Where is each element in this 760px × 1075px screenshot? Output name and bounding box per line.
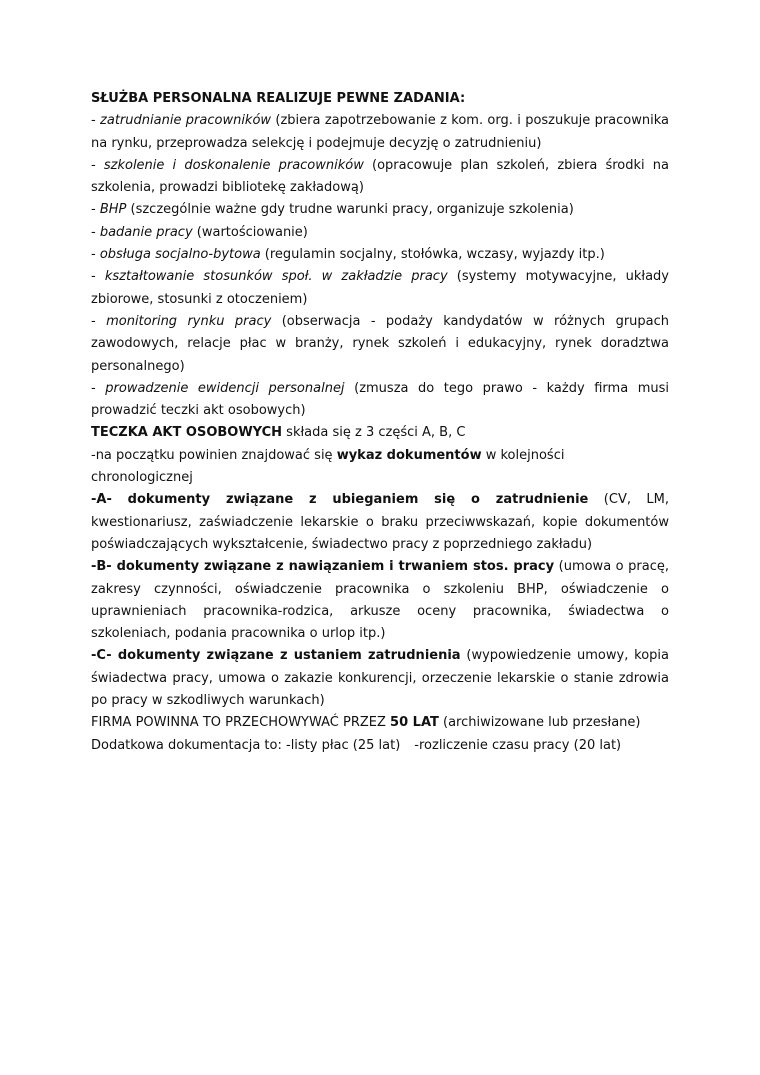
task-item — [91, 222, 669, 244]
task-description: (systemy motywacyjne, układy zbiorowe, stosunki z otoczeniem) — [91, 269, 669, 307]
part-b — [91, 556, 669, 645]
task-prefix: - — [91, 269, 105, 285]
task-item — [91, 244, 669, 266]
task-description: (opracowuje plan szkoleń, zbiera środki na szkolenia, prowadzi bibliotekę zakładową) — [91, 157, 670, 196]
extra-docs-item-worktime: -rozliczenie czasu pracy (20 lat) — [414, 737, 622, 753]
task-item — [91, 110, 669, 155]
retention-line — [91, 712, 669, 734]
wykaz-bold: wykaz dokumentów — [336, 447, 482, 463]
extra-docs-label: Dodatkowa dokumentacja to: — [91, 737, 286, 753]
task-title: szkolenie i doskonalenie pracowników — [103, 157, 364, 173]
part-c — [91, 645, 669, 712]
retention-text-before: FIRMA POWINNA TO PRZECHOWYWAĆ PRZEZ — [91, 715, 391, 731]
task-item — [91, 155, 669, 200]
wykaz-text-before: -na początku powinien znajdować się — [91, 447, 337, 463]
retention-text-after: (archiwizowane lub przesłane) — [438, 715, 641, 731]
task-title: kształtowanie stosunków społ. w zakładzie pracy — [104, 269, 448, 285]
task-description: (regulamin socjalny, stołówka, wczasy, wyjazdy itp.) — [260, 247, 605, 263]
task-title: monitoring rynku pracy — [106, 313, 272, 329]
extra-docs-line — [91, 735, 669, 757]
task-title: obsługa socjalno-bytowa — [99, 247, 261, 263]
task-prefix: - — [91, 380, 106, 396]
task-title: badanie pracy — [99, 224, 193, 240]
task-prefix: - — [91, 224, 100, 240]
task-title: prowadzenie ewidencji personalnej — [105, 380, 345, 396]
task-item — [91, 266, 669, 311]
task-item — [91, 311, 669, 378]
part-b-text: (umowa o pracę, zakresy czynności, oświadczenie pracownika o szkoleniu BHP, oświadczenie o uprawnieniach pracownika-rodzica, arkusze oceny pracownika, świadectwa o szkoleniach, podania pracownika o urlop itp.) — [91, 559, 669, 642]
part-c-heading: -C- dokumenty związane z ustaniem zatrudnienia — [91, 648, 461, 664]
teczka-heading: TECZKA AKT OSOBOWYCH — [91, 425, 283, 441]
teczka-text: składa się z 3 części A, B, C — [282, 425, 466, 441]
task-prefix: - — [91, 202, 100, 218]
task-description: (obserwacja - podaży kandydatów w różnych grupach zawodowych, relacje płac w branży, rynek szkoleń i edukacyjny, rynek doradztwa personalnego) — [91, 313, 670, 374]
wykaz-line — [91, 445, 669, 490]
retention-years: 50 LAT — [390, 715, 439, 731]
task-prefix: - — [91, 247, 100, 263]
task-prefix: - — [91, 113, 101, 129]
part-a-text: (CV, LM, kwestionariusz, zaświadczenie lekarskie o braku przeciwwskazań, kopie dokumentów poświadczających wykształcenie, świadectwo pracy z poprzedniego zakładu) — [91, 492, 669, 552]
task-title: zatrudnianie pracowników — [100, 113, 272, 129]
task-item — [91, 378, 669, 423]
document-page — [91, 88, 669, 757]
part-b-heading: -B- dokumenty związane z nawiązaniem i trwaniem stos. pracy — [91, 559, 555, 575]
part-a-heading: -A- dokumenty związane z ubieganiem się o zatrudnienie — [91, 492, 589, 508]
task-description: (wartościowanie) — [192, 224, 308, 240]
task-title: BHP — [99, 202, 127, 218]
teczka-line — [91, 422, 669, 444]
task-description: (zmusza do tego prawo - każdy firma musi prowadzić teczki akt osobowych) — [91, 380, 670, 419]
task-item — [91, 199, 669, 221]
task-prefix: - — [91, 313, 107, 329]
task-description: (zbiera zapotrzebowanie z kom. org. i poszukuje pracownika na rynku, przeprowadza selekcję i podejmuje decyzję o zatrudnieniu) — [91, 113, 669, 151]
part-c-text: (wypowiedzenie umowy, kopia świadectwa pracy, umowa o zakazie konkurencji, orzeczenie lekarskie o stanie zdrowia po pracy w szkodliwych warunkach) — [91, 648, 670, 709]
task-prefix: - — [91, 157, 104, 173]
extra-docs-item-payroll: -listy płac (25 lat) — [286, 737, 401, 753]
wykaz-text-after: w kolejności chronologicznej — [91, 447, 565, 486]
task-description: (szczególnie ważne gdy trudne warunki pracy, organizuje szkolenia) — [126, 202, 574, 218]
section-heading: SŁUŻBA PERSONALNA REALIZUJE PEWNE ZADANIA: — [91, 91, 466, 106]
part-a — [91, 489, 669, 556]
